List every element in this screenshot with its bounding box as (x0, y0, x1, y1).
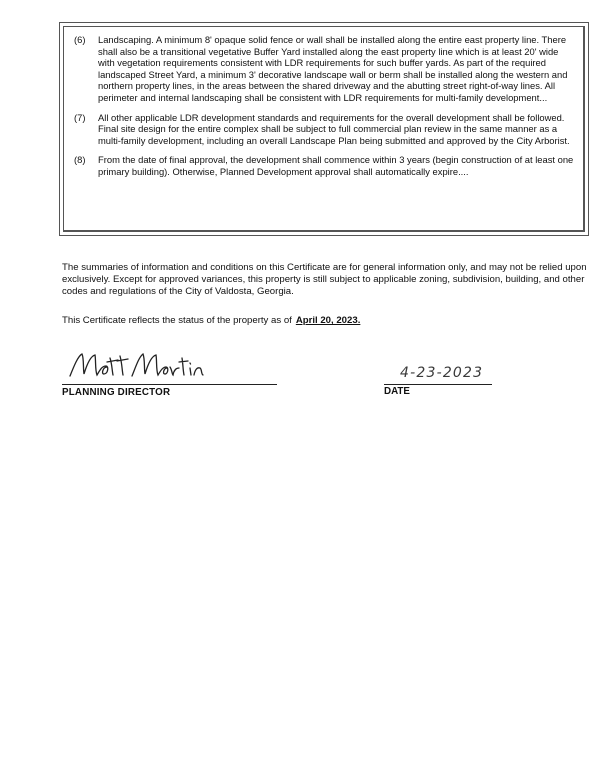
handwritten-date: 4-23-2023 (400, 365, 484, 381)
condition-text: From the date of final approval, the development shall commence within 3 years (begin construction of at least one primary building). Otherwise, Planned Development approval shall automatically expire.... (98, 154, 574, 177)
signature-image (66, 348, 206, 382)
conditions-box (59, 22, 589, 236)
conditions-inner-frame (63, 26, 585, 232)
condition-7 (74, 112, 575, 147)
date-line (384, 384, 492, 385)
status-statement (62, 315, 592, 327)
condition-text: Landscaping. A minimum 8' opaque solid fence or wall shall be installed along the entire east property line. There shall also be a transitional vegetative Buffer Yard installed along the east property line which is at least 20' wide with vegetation requirements consistent with LDR requirements for such buffer yards. As part of the required landscaped Street Yard, a minimum 3' decorative landscape wall or berm shall be installed along the western and northern property lines, in the areas between the shared driveway and the abutting street right-of-way lines. All perimeter and internal landscaping shall be consistent with LDR requirements for multi-family development... (98, 34, 568, 103)
condition-8 (74, 154, 575, 177)
condition-6 (74, 34, 575, 104)
condition-number: (7) (74, 111, 86, 123)
signature-label: PLANNING DIRECTOR (62, 387, 171, 398)
condition-number: (6) (74, 34, 86, 45)
condition-text: All other applicable LDR development standards and requirements for the overall development shall be followed. Final site design for the entire complex shall be subject to full commercial plan review in the same manner as a multi-family development, including an overall Landscape Plan being submitted and approved by the City Arborist. (98, 111, 570, 146)
condition-number: (8) (74, 154, 86, 166)
summary-paragraph: The summaries of information and conditions on this Certificate are for general information only, and may not be relied upon exclusively. Except for approved variances, this property is still subject to applicable zoning, subdivision, building, and other codes and regulations of the City of Valdosta, Georgia. (62, 262, 587, 298)
signature-line (62, 384, 277, 385)
date-label: DATE (384, 386, 410, 397)
status-date: April 20, 2023. (295, 315, 361, 326)
status-text: This Certificate reflects the status of the property as of (62, 315, 292, 326)
